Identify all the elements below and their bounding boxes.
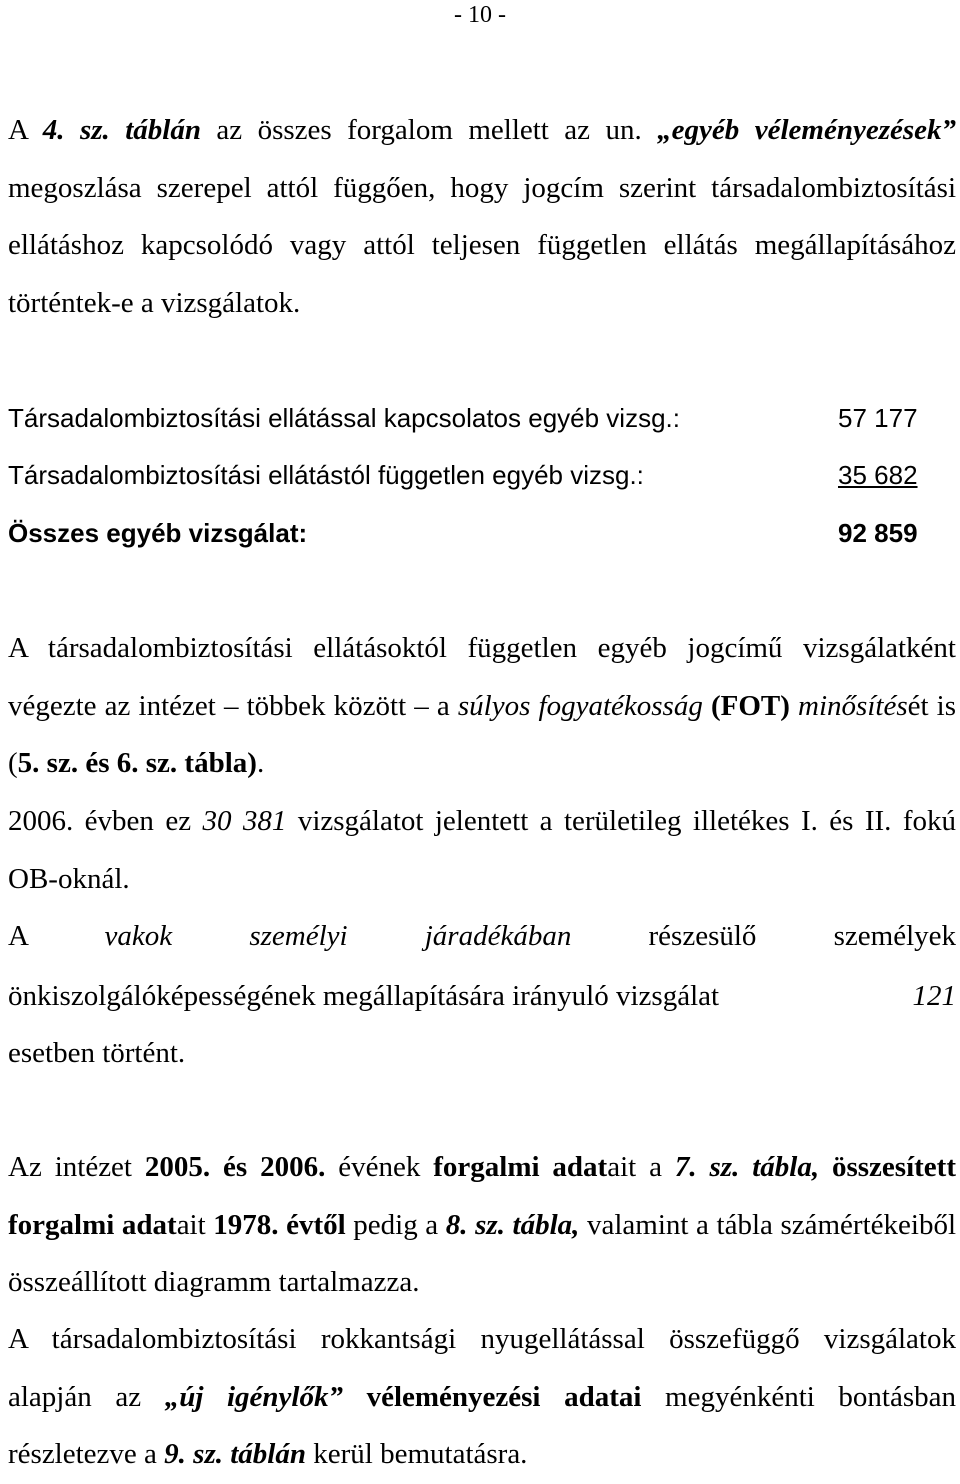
table-reference: 8. sz. tábla, [445, 1208, 580, 1241]
table-reference: 9. sz. [164, 1438, 223, 1470]
forgalmi-text: ait [176, 1208, 214, 1241]
intro-text: A [8, 114, 43, 146]
forgalmi-text: valamint a tábla számértékeiből összeállított diagramm tartalmazza. [8, 1208, 956, 1298]
forgalmi-text: Az intézet [8, 1151, 145, 1183]
vakok-line-1 [8, 908, 956, 966]
forgalmi-years: 2005. és 2006. [144, 1151, 326, 1183]
stats-row-independent [8, 455, 928, 495]
stats-value: 57 177 [838, 403, 918, 433]
table-reference: tábla, [752, 1151, 820, 1183]
forgalmi-bold-term: forgalmi adat [433, 1151, 608, 1183]
table-reference: 5. sz. [17, 747, 79, 779]
fot-text: . [256, 747, 265, 779]
forgalmi-text: pedig a [345, 1208, 446, 1241]
fot-text: ét is ( [8, 689, 957, 779]
stats-label: Társadalombiztosítási ellátással kapcsolatos egyéb vizsg.: [8, 403, 680, 433]
quoted-term: „új igénylők” [164, 1380, 343, 1413]
forgalmi-space [697, 1151, 710, 1183]
rokkant-text: megyénkénti bontásban részletezve a [8, 1380, 957, 1470]
rokkant-space [343, 1381, 367, 1413]
table-word: táblán [230, 1438, 306, 1470]
forgalmi-bold-term: összesített forgalmi adat [8, 1151, 956, 1241]
stats-total-value: 92 859 [838, 518, 918, 548]
rokkant-bold-term: véleményezési adatai [366, 1380, 642, 1413]
forgalmi-text: ait a [607, 1151, 675, 1183]
forgalmi-paragraph [8, 1139, 956, 1312]
intro-text: az összes forgalom mellett az un. [200, 114, 658, 146]
fot-paragraph [8, 620, 956, 793]
exam-count: 30 381 [202, 805, 287, 837]
page-number: - 10 - [454, 2, 506, 28]
forgalmi-space [819, 1151, 832, 1183]
stats-row-related [8, 398, 928, 438]
vakok-text: A [8, 920, 105, 952]
stats-label: Társadalombiztosítási ellátástól független egyéb vizsg.: [8, 460, 644, 490]
vakok-text: részesülő személyek [571, 920, 956, 952]
fot-abbrev: (FOT) [710, 689, 790, 722]
rokkant-text: kerül bemutatásra. [306, 1438, 528, 1470]
quoted-term: „egyéb véleményezések” [657, 114, 957, 146]
vakok-text: önkiszolgálóképességének megállapítására irányuló vizsgálat [8, 980, 720, 1012]
rokkant-text: A társadalombiztosítási rokkantsági nyugellátással összefüggő vizsgálatok alapján az [8, 1323, 956, 1413]
forgalmi-year-from: 1978. évtől [213, 1208, 346, 1241]
vakok-count: 121 [912, 980, 956, 1012]
stats-row-total [8, 513, 928, 553]
table-reference: 7. [674, 1151, 697, 1183]
year-text: vizsgálatot jelentett a területileg illetékes I. és II. fokú OB-oknál. [8, 805, 957, 895]
intro-text: megoszlása szerepel attól függően, hogy jogcím szerint társadalombiztosítási ellátáshoz kapcsolódó vagy attól teljesen független ellátás megállapításához történtek-e a vizsgálatok. [8, 171, 956, 319]
vakok-italic-term: vakok személyi járadékában [104, 920, 572, 952]
stats-total-label: Összes egyéb vizsgálat: [8, 518, 308, 548]
forgalmi-text: évének [325, 1151, 434, 1183]
fot-space [790, 690, 798, 722]
forgalmi-space [739, 1151, 752, 1183]
table-reference: 4. sz. [42, 114, 110, 146]
vakok-line-2 [8, 976, 956, 1016]
year-2006-paragraph [8, 793, 956, 908]
table-word: táblán [125, 114, 201, 146]
table-reference: sz. [709, 1151, 740, 1183]
fot-conj: és [85, 747, 110, 779]
year-text: 2006. évben ez [8, 805, 203, 837]
vakok-text: esetben történt. [8, 1037, 186, 1069]
vakok-line-3 [8, 1033, 956, 1073]
fot-space [703, 690, 711, 722]
table-reference: 6. sz. tábla) [116, 747, 257, 779]
intro-paragraph [8, 102, 956, 332]
fot-italic-term: minősítés [798, 689, 908, 722]
fot-italic-term: súlyos fogyatékosság [457, 689, 703, 722]
stats-value: 35 682 [838, 460, 918, 490]
fot-space [110, 747, 117, 779]
rokkant-paragraph [8, 1311, 956, 1484]
intro-space [110, 114, 125, 146]
fot-text: A társadalombiztosítási ellátásoktól független egyéb jogcímű vizsgálatként végezte az intézet – többek között – a [8, 632, 956, 722]
